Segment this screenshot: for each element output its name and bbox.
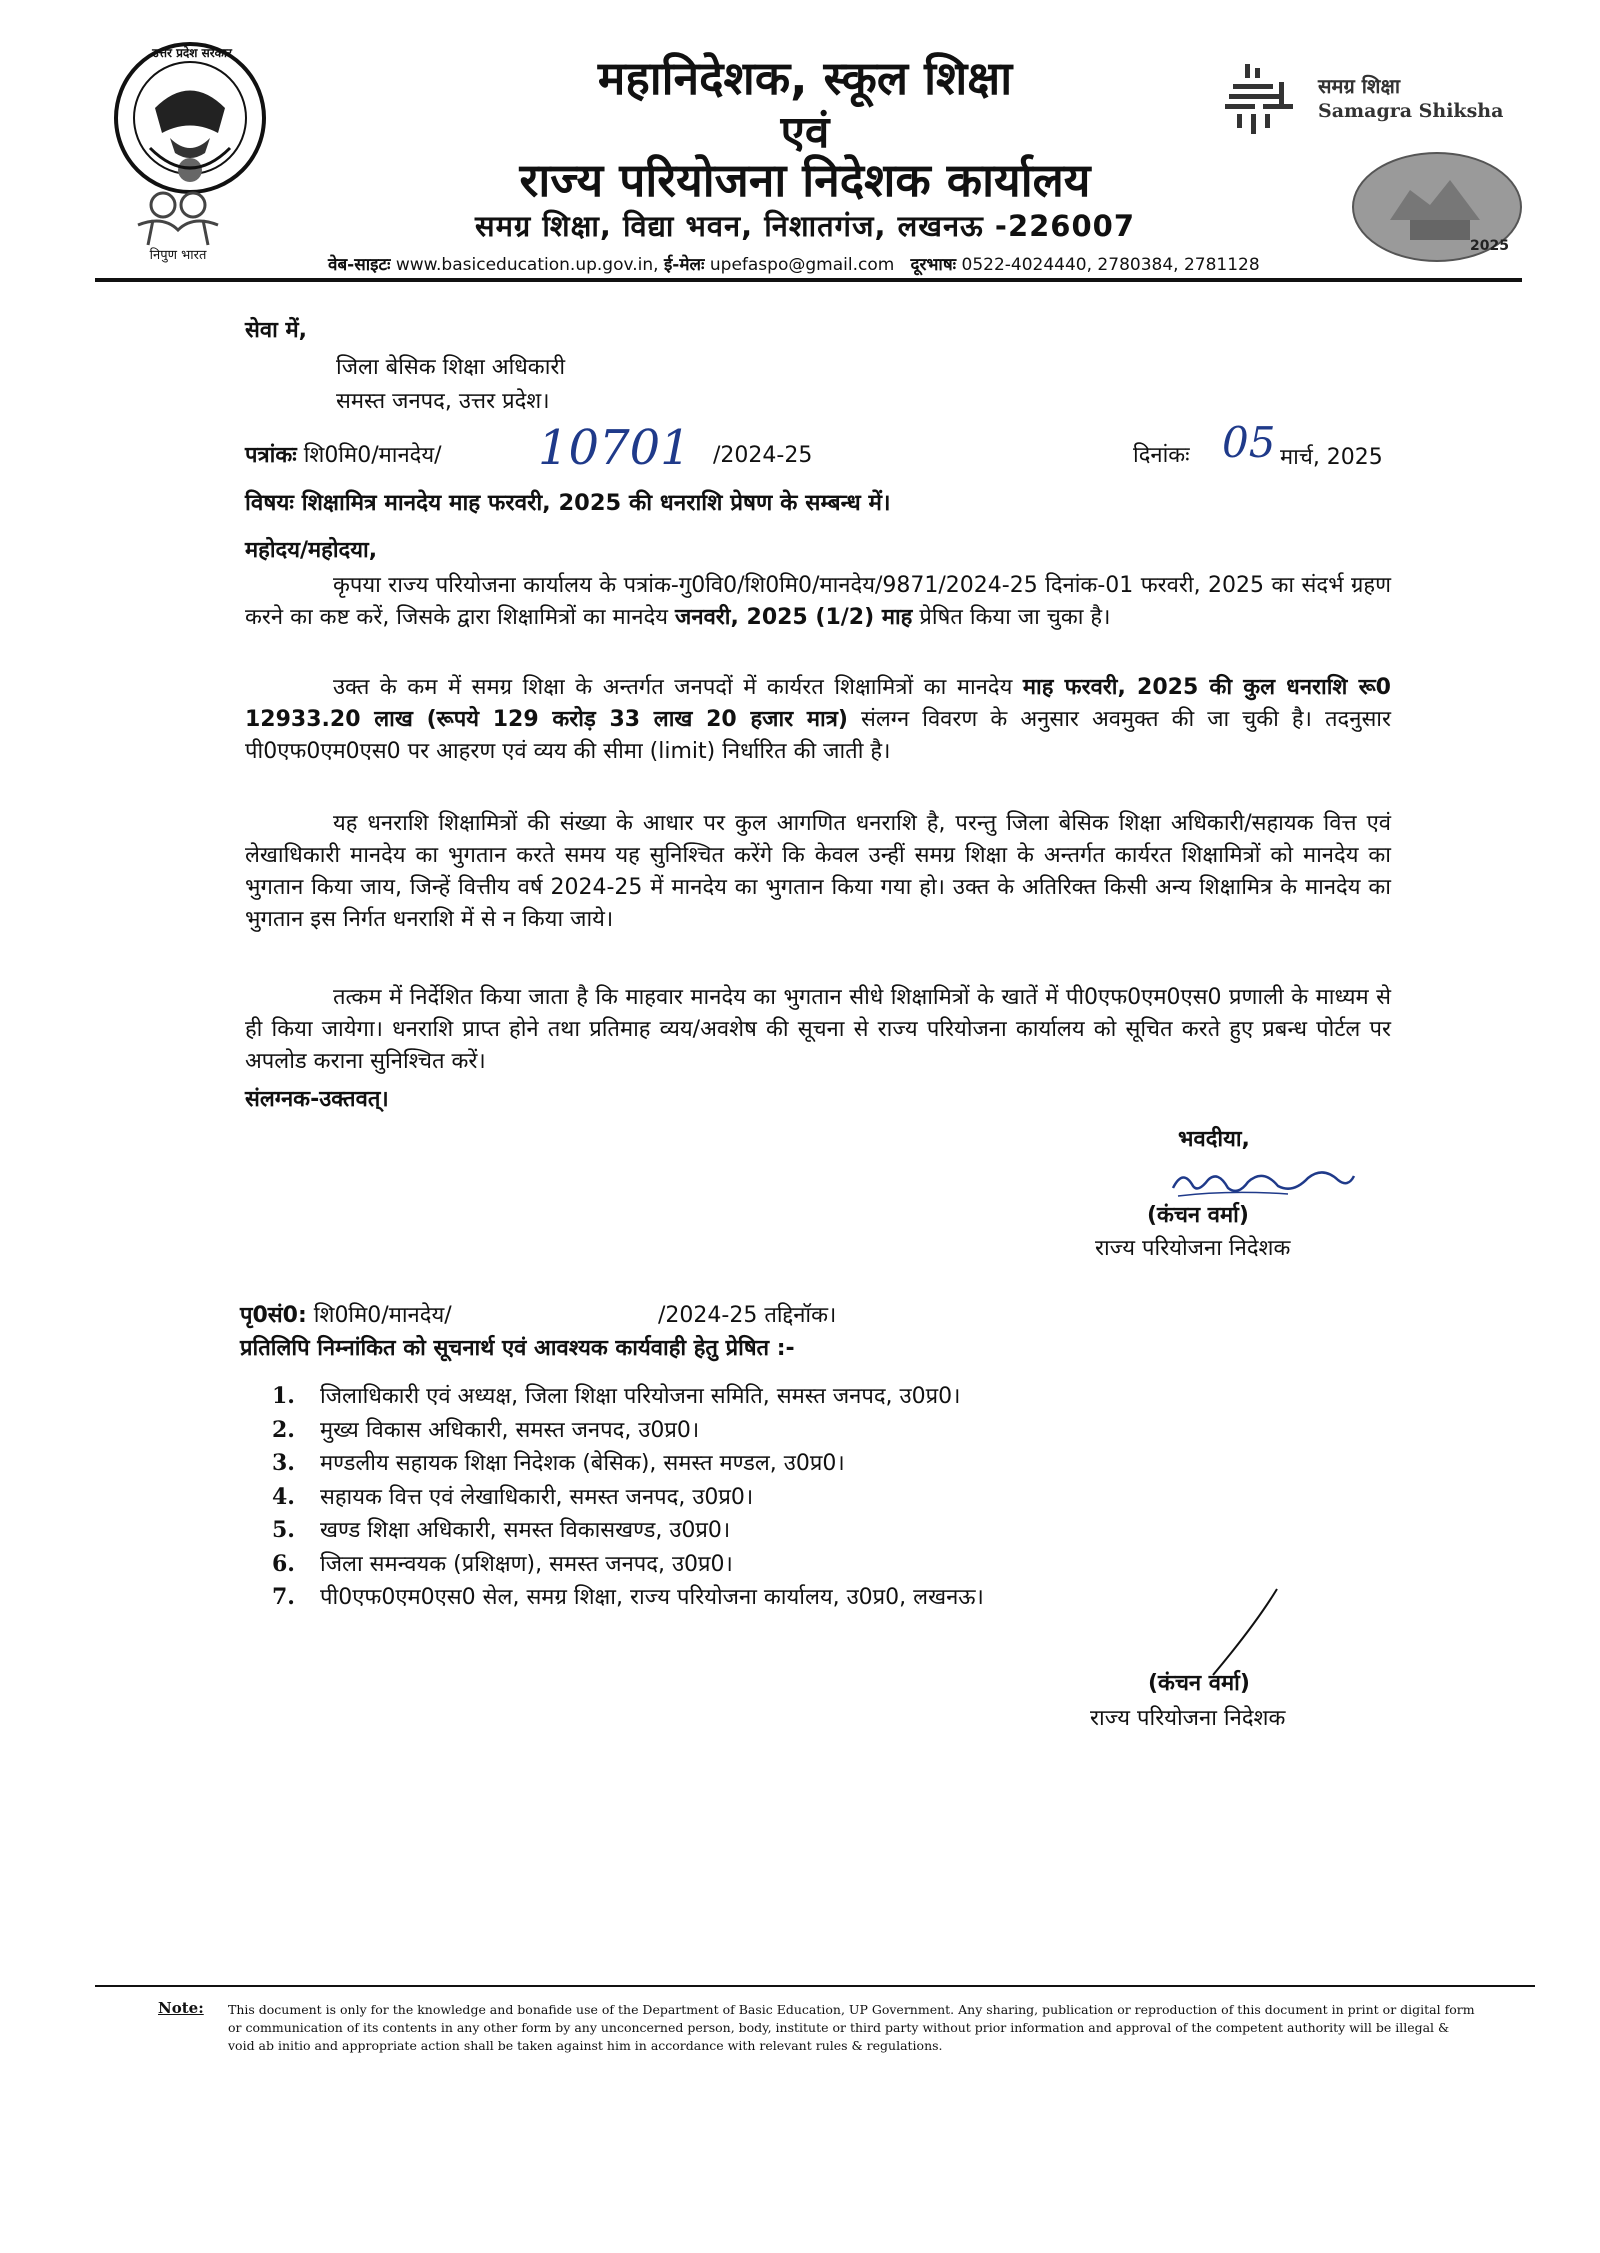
list-item [272,1548,1422,1582]
recipient-line1: जिला बेसिक शिक्षा अधिकारी [336,355,566,380]
ref-suffix: /2024-25 [713,443,813,468]
subject: विषयः शिक्षामित्र मानदेय माह फरवरी, 2025 की धनराशि प्रेषण के सम्बन्ध में। [245,490,891,516]
phone-numbers: 0522-4024440, 2780384, 2781128 [961,255,1260,275]
samagra-shiksha-english: Samagra Shiksha [1318,100,1504,122]
footer-note: This document is only for the knowledge and bonafide use of the Department of Basic Education, UP Government. Any sharing, publication or reproduction of this document in print or digital form or communication of its contents in any other form by any unconcerned person, body, institute or third party without prior information and approval of the competent authority will be illegal & void ab initio and appropriate action shall be taken against him in accordance with relevant rules & regulations. [228,2002,1475,2053]
copy-signatory-name: (कंचन वर्मा) [1148,1671,1250,1696]
email-label: ई-मेलः [663,255,705,275]
list-item [272,1481,1422,1515]
note-label-text: Note: [158,1999,204,2017]
list-item-text: मुख्य विकास अधिकारी, समस्त जनपद, उ0प्र0। [320,1417,700,1443]
greeting: महोदय/महोदया, [245,538,378,563]
enclosure-note: संलग्नक-उक्तवत्। [245,1087,389,1112]
header-title-line2: एवं [780,107,830,158]
copy-ref-suffix: /2024-25 तद्दिनॉक। [658,1303,837,1328]
copy-list [272,1380,1422,1615]
list-item-number: 5. [272,1517,295,1543]
list-item [272,1447,1422,1481]
para1-bold: जनवरी, 2025 (1/2) माह [675,605,913,630]
paragraph-4: तत्कम में निर्देशित किया जाता है कि माहवार मानदेय का भुगतान सीधे शिक्षामित्रों के खातें में पी0एफ0एम0एस0 प्रणाली के माध्यम से ही किया जायेगा। धनराशि प्राप्त होने तथा प्रतिमाह व्यय/अवशेष की सूचना से राज्य परियोजना कार्यालय को सूचित करते हुए प्रबन्ध पोर्टल पर अपलोड कराना सुनिश्चित करें। [245,985,1391,1074]
para1-end: प्रेषित किया जा चुका है। [912,605,1111,630]
samagra-shiksha-hindi: समग्र शिक्षा [1318,74,1401,98]
header-title-line3: राज्य परियोजना निदेशक कार्यालय [519,153,1091,207]
list-item-number: 2. [272,1416,295,1443]
list-item-text: खण्ड शिक्षा अधिकारी, समस्त विकासखण्ड, उ0प्र0। [320,1518,731,1543]
header-address: समग्र शिक्षा, विद्या भवन, निशातगंज, लखनऊ -226007 [474,209,1136,243]
para2-text: उक्त के कम में समग्र शिक्षा के अन्तर्गत जनपदों में कार्यरत शिक्षामित्रों का मानदेय [333,675,1023,700]
copy-signatory-designation: राज्य परियोजना निदेशक [1090,1706,1286,1731]
copy-reference-line [240,1300,452,1332]
paragraph-2 [245,672,1391,768]
copy-ref-label: पृ0सं0: [240,1303,307,1328]
list-item-text: जिलाधिकारी एवं अध्यक्ष, जिला शिक्षा परियोजना समिति, समस्त जनपद, उ0प्र0। [320,1384,961,1409]
signatory-designation: राज्य परियोजना निदेशक [1095,1236,1291,1261]
signatory-name: (कंचन वर्मा) [1147,1203,1249,1228]
header-title-line1: महानिदेशक, स्कूल शिक्षा [597,51,1013,105]
copy-ref-text: शि0मि0/मानदेय/ [313,1303,452,1328]
date-label: दिनांकः [1133,443,1190,468]
paragraph-1 [245,570,1391,634]
list-item [272,1380,1422,1414]
paragraph-3: यह धनराशि शिक्षामित्रों की संख्या के आधार पर कुल आगणित धनराशि है, परन्तु जिला बेसिक शिक्षा अधिकारी/सहायक वित्त एवं लेखाधिकारी मानदेय का भुगतान करते समय यह सुनिश्चित करेंगे कि केवल उन्हीं समग्र शिक्षा के अन्तर्गत कार्यरत शिक्षामित्रों को मानदेय का भुगतान किया जाय, जिन्हें वित्तीय वर्ष 2024-25 में मानदेय का भुगतान किया गया हो। उक्त के अतिरिक्त किसी अन्य शिक्षामित्र के मानदेय का भुगतान इस निर्गत धनराशि में से न किया जाये। [245,811,1391,932]
list-item [272,1414,1422,1448]
footer-divider [95,1985,1535,1987]
signature [1168,1158,1358,1203]
ref-number-handwritten: 10701 [538,420,691,476]
date-suffix: मार्च, 2025 [1280,445,1383,470]
up-government-emblem [110,38,270,198]
list-item-text: मण्डलीय सहायक शिक्षा निदेशक (बेसिक), समस्त मण्डल, उ0प्र0। [320,1451,845,1476]
list-item-number: 7. [272,1584,295,1610]
list-item-text: पी0एफ0एम0एस0 सेल, समग्र शिक्षा, राज्य परियोजना कार्यालय, उ0प्र0, लखनऊ। [320,1585,984,1610]
emblem-text: उत्तर प्रदेश सरकार [152,46,232,60]
copy-heading: प्रतिलिपि निम्नांकित को सूचनार्थ एवं आवश्यक कार्यवाही हेतु प्रेषित :- [240,1336,795,1361]
header-divider [95,278,1522,282]
ref-prefix: शि0मि0/मानदेय/ [303,443,442,468]
stamp-year: 2025 [1470,238,1509,254]
para2-end: संलग्न विवरण के अनुसार अवमुक्त की जा चुकी है। तदनुसार पी0एफ0एम0एस0 पर आहरण एवं व्यय की सीमा (limit) निर्धारित की जाती है। [245,707,1392,764]
list-item-number: 6. [272,1550,295,1577]
samagra-shiksha-icon [1215,62,1310,142]
email-link[interactable]: upefaspo@gmail.com [709,255,895,275]
phone-label: दूरभाषः [910,255,957,275]
list-item-text: सहायक वित्त एवं लेखाधिकारी, समस्त जनपद, उ0प्र0। [320,1484,754,1510]
initial-mark [1205,1585,1285,1680]
recipient-line2: समस्त जनपद, उत्तर प्रदेश। [336,389,550,414]
note-label [158,1998,204,2017]
closing: भवदीया, [1178,1127,1250,1152]
list-item-text: जिला समन्वयक (प्रशिक्षण), समस्त जनपद, उ0प्र0। [320,1551,733,1577]
ref-label: पत्रांकः [245,443,297,468]
date-handwritten: 05 [1222,418,1276,467]
list-item-number: 4. [272,1483,295,1510]
reference-line [245,440,442,472]
web-label: वेब-साइटः [328,255,391,275]
header-contact-line [328,252,1260,275]
website-link[interactable]: www.basiceducation.up.gov.in, [395,255,659,275]
para2-bold: माह फरवरी, 2025 की कुल धनराशि रू0 12933.20 लाख (रूपये 129 करोड़ 33 लाख 20 हजार मात्र) [245,675,1391,732]
list-item-number: 1. [272,1383,295,1409]
nipun-label: निपुण भारत [149,248,207,263]
list-item [272,1514,1422,1548]
para1-text: कृपया राज्य परियोजना कार्यालय के पत्रांक-गु0वि0/शि0मि0/मानदेय/9871/2024-25 दिनांक-01 फरवरी, 2025 का संदर्भ ग्रहण करने का कष्ट करें, जिसके द्वारा शिक्षामित्रों का मानदेय [245,573,1391,630]
list-item-number: 3. [272,1450,295,1476]
salutation-to: सेवा में, [245,318,307,343]
